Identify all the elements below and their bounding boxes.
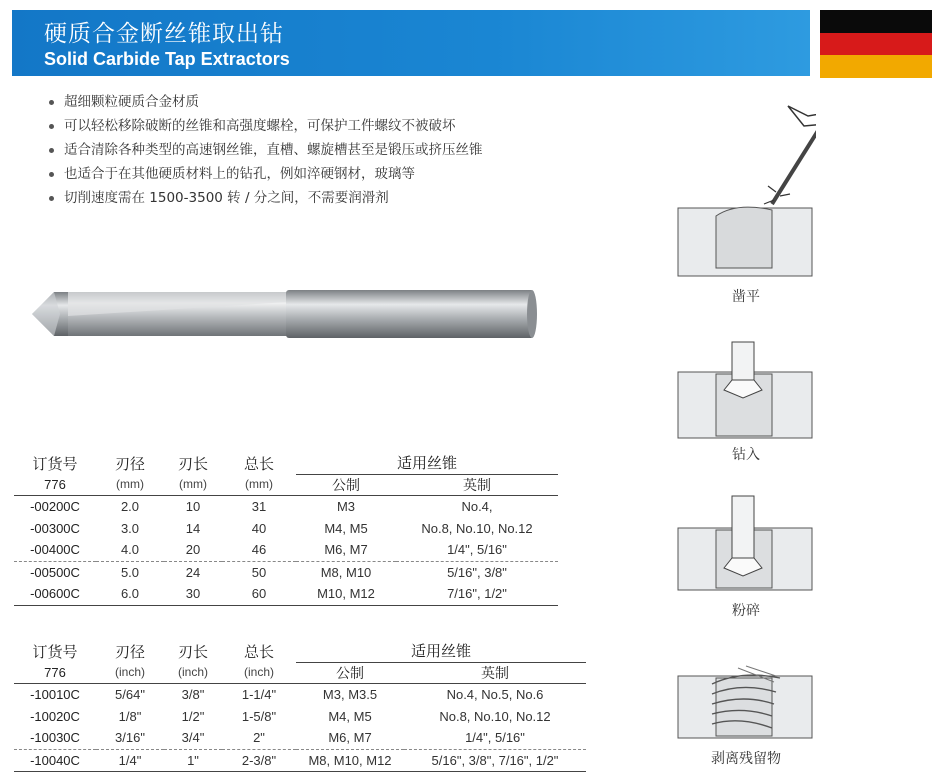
table-row xyxy=(14,539,558,561)
diameter-value: 1/4" xyxy=(96,749,164,771)
order-code: -00400C xyxy=(30,542,80,558)
imperial-tap-value: 5/16", 3/8" xyxy=(396,561,558,583)
flute-length-value: 10 xyxy=(164,495,222,517)
total-length-value: 2-3/8" xyxy=(222,749,296,771)
step-label: 凿平 xyxy=(732,289,760,305)
total-length-value: 40 xyxy=(251,520,267,536)
feature-list xyxy=(44,90,483,210)
imperial-tap-value: 1/4", 5/16" xyxy=(465,730,525,746)
metric-spec-table xyxy=(14,452,558,606)
imperial-tap-value: 1/4", 5/16" xyxy=(447,542,507,558)
unit-label: (mm) xyxy=(179,477,207,492)
flute-length-value: 14 xyxy=(185,520,201,536)
diameter-value: 6.0 xyxy=(96,583,164,605)
diameter-value: 5.0 xyxy=(96,561,164,583)
drill-in-icon xyxy=(676,340,816,440)
table-row xyxy=(14,583,558,605)
chisel-flat-icon xyxy=(676,100,816,280)
unit-label: (inch) xyxy=(243,665,274,680)
flag-stripe-black xyxy=(820,10,932,33)
metric-tap-value: M6, M7 xyxy=(324,542,368,558)
col-header-diameter: 刃径 xyxy=(114,642,145,661)
page-title-cn: 硬质合金断丝锥取出钻 xyxy=(44,21,284,47)
germany-flag-icon xyxy=(820,10,932,78)
strip-residue-icon xyxy=(676,664,816,740)
diameter-value: 2.0 xyxy=(96,495,164,517)
diameter-value: 3/16" xyxy=(115,730,145,746)
order-code: -00600C xyxy=(14,583,96,605)
total-length-value: 2" xyxy=(253,730,265,746)
flute-length-value: 3/4" xyxy=(181,730,205,746)
order-prefix: 776 xyxy=(44,664,66,680)
table-row xyxy=(14,727,586,749)
col-header-total-length: 总长 xyxy=(243,642,274,661)
diameter-value: 5/64" xyxy=(96,683,164,705)
page-title-en: Solid Carbide Tap Extractors xyxy=(44,49,290,69)
col-header-flute-length: 刃长 xyxy=(177,642,208,661)
tap-extractor-tool-icon xyxy=(30,282,540,346)
col-header-metric: 公制 xyxy=(332,477,360,494)
col-header-tap: 适用丝锥 xyxy=(296,452,558,474)
metric-tap-value: M10, M12 xyxy=(296,583,396,605)
col-header-flute-length: 刃长 xyxy=(177,454,208,473)
table-row xyxy=(14,749,586,771)
col-header-total-length: 总长 xyxy=(243,454,274,473)
col-header-tap: 适用丝锥 xyxy=(296,640,586,662)
inch-spec-table xyxy=(14,640,586,772)
metric-tap-value: M3 xyxy=(296,495,396,517)
diameter-value: 3.0 xyxy=(120,520,140,536)
flag-stripe-red xyxy=(820,33,932,56)
imperial-tap-value: No.8, No.10, No.12 xyxy=(421,520,533,536)
feature-item: 也适合于在其他硬质材料上的钻孔，例如淬硬钢材，玻璃等 xyxy=(44,162,483,186)
metric-tap-value: M8, M10, M12 xyxy=(296,749,404,771)
metric-tap-value: M4, M5 xyxy=(324,520,368,536)
feature-item: 可以轻松移除破断的丝锥和高强度螺栓，可保护工件螺纹不被破坏 xyxy=(44,114,483,138)
total-length-value: 1-5/8" xyxy=(241,708,277,724)
order-code: -00500C xyxy=(14,561,96,583)
total-length-value: 1-1/4" xyxy=(222,683,296,705)
imperial-tap-value: 7/16", 1/2" xyxy=(396,583,558,605)
step-label: 剥离残留物 xyxy=(711,751,781,767)
diameter-value: 1/8" xyxy=(118,708,142,724)
flute-length-value: 20 xyxy=(185,542,201,558)
unit-label: (mm) xyxy=(116,477,144,492)
table-row xyxy=(14,561,558,583)
table-row xyxy=(14,495,558,517)
unit-label: (inch) xyxy=(114,665,145,680)
order-code: -00300C xyxy=(30,520,80,536)
unit-label: (mm) xyxy=(245,477,273,492)
imperial-tap-value: No.8, No.10, No.12 xyxy=(439,708,551,724)
table-row xyxy=(14,705,586,727)
flute-length-value: 1/2" xyxy=(181,708,205,724)
imperial-tap-value: No.4, No.5, No.6 xyxy=(404,683,586,705)
col-header-order-no: 订货号 xyxy=(32,454,78,473)
metric-tap-value: M8, M10 xyxy=(296,561,396,583)
order-code: -00200C xyxy=(14,495,96,517)
flute-length-value: 24 xyxy=(164,561,222,583)
total-length-value: 31 xyxy=(222,495,296,517)
flute-length-value: 1" xyxy=(164,749,222,771)
metric-tap-value: M3, M3.5 xyxy=(296,683,404,705)
order-code: -10020C xyxy=(30,708,80,724)
table-row xyxy=(14,683,586,705)
imperial-tap-value: 5/16", 3/8", 7/16", 1/2" xyxy=(404,749,586,771)
total-length-value: 50 xyxy=(222,561,296,583)
unit-label: (inch) xyxy=(177,665,208,680)
diameter-value: 4.0 xyxy=(120,542,140,558)
col-header-metric: 公制 xyxy=(336,665,364,682)
flute-length-value: 30 xyxy=(164,583,222,605)
order-prefix: 776 xyxy=(44,476,66,492)
order-code: -10010C xyxy=(14,683,96,705)
col-header-order-no: 订货号 xyxy=(32,642,78,661)
total-length-value: 60 xyxy=(222,583,296,605)
metric-tap-value: M4, M5 xyxy=(328,708,372,724)
step-label: 钻入 xyxy=(732,447,760,463)
crush-icon xyxy=(676,494,816,594)
order-code: -10040C xyxy=(14,749,96,771)
imperial-tap-value: No.4, xyxy=(396,495,558,517)
col-header-imperial: 英制 xyxy=(463,477,491,494)
feature-item: 适合清除各种类型的高速钢丝锥，直槽、螺旋槽甚至是锻压或挤压丝锥 xyxy=(44,138,483,162)
flag-stripe-gold xyxy=(820,55,932,78)
metric-tap-value: M6, M7 xyxy=(328,730,372,746)
total-length-value: 46 xyxy=(251,542,267,558)
feature-item: 超细颗粒硬质合金材质 xyxy=(44,90,483,114)
flute-length-value: 3/8" xyxy=(164,683,222,705)
col-header-diameter: 刃径 xyxy=(114,454,145,473)
order-code: -10030C xyxy=(30,730,80,746)
col-header-imperial: 英制 xyxy=(481,665,509,682)
step-label: 粉碎 xyxy=(732,603,760,619)
table-row xyxy=(14,517,558,539)
feature-item: 切削速度需在 1500-3500 转 / 分之间，不需要润滑剂 xyxy=(44,186,483,210)
